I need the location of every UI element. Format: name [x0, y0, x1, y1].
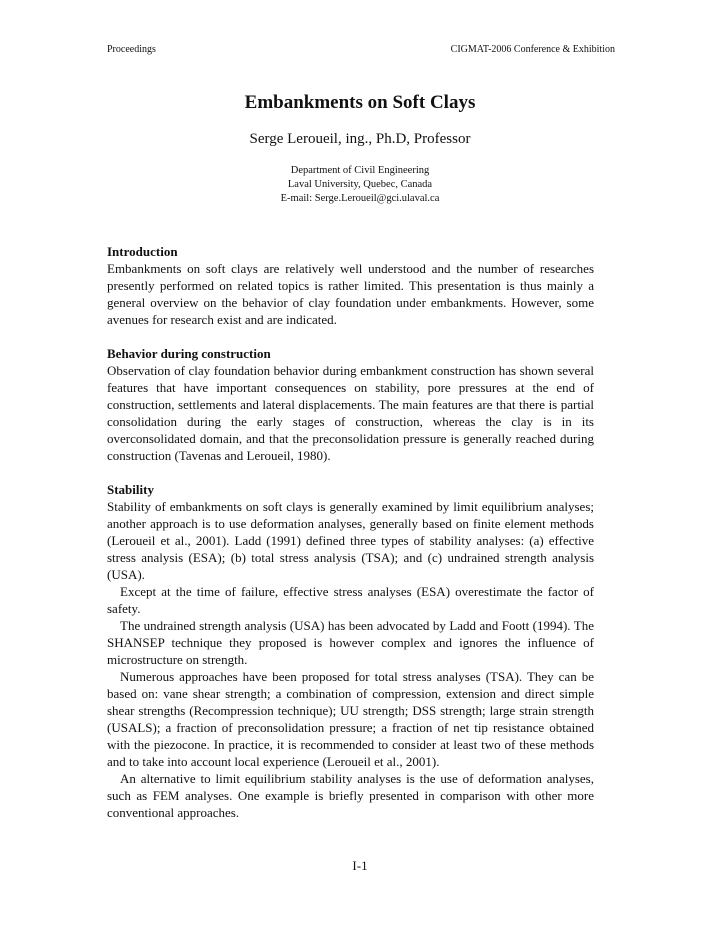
header-right: CIGMAT-2006 Conference & Exhibition — [450, 44, 615, 55]
page-number: I-1 — [352, 858, 368, 873]
paragraph: An alternative to limit equilibrium stability analyses is the use of deformation analyses, such as FEM analyses. One example is briefly presented in comparison with other more conventional approaches. — [107, 771, 594, 820]
body-text — [107, 243, 594, 821]
affiliation-university: Laval University, Quebec, Canada — [287, 179, 433, 190]
paper-title: Embankments on Soft Clays — [244, 92, 476, 113]
paragraph: The undrained strength analysis (USA) has been advocated by Ladd and Foott (1994). The SHANSEP technique they proposed is however complex and ignores the influence of microstructure on strength. — [107, 618, 594, 667]
section-heading: Introduction — [107, 244, 178, 259]
paragraph: Stability of embankments on soft clays is generally examined by limit equilibrium analyses; another approach is to use deformation analyses, generally based on finite element methods (Leroueil et al., 2001). Ladd (1991) defined three types of stability analyses: (a) effective stress analysis (ESA); (b) total stress analysis (TSA); and (c) undrained strength analysis (USA). — [107, 499, 594, 582]
section-introduction — [107, 243, 594, 328]
author-line: Serge Leroueil, ing., Ph.D, Professor — [249, 131, 471, 147]
header-left: Proceedings — [107, 44, 156, 55]
section-stability — [107, 481, 594, 821]
affiliation-block — [0, 164, 720, 206]
paragraph: Numerous approaches have been proposed for total stress analyses (TSA). They can be based on: vane shear strength; a combination of compression, extension and direct simple shear strengths (Recompression technique); UU strength; DSS strength; large strain strength (USALS); a fraction of preconsolidation pressure; a fraction of net tip resistance obtained with the piezocone. In practice, it is recommended to consider at least two of these methods and to take into account local experience (Leroueil et al., 2001). — [107, 669, 594, 769]
affiliation-department: Department of Civil Engineering — [290, 165, 430, 176]
section-heading: Stability — [107, 482, 154, 497]
section-behavior — [107, 345, 594, 464]
paragraph: Except at the time of failure, effective stress analyses (ESA) overestimate the factor of safety. — [107, 584, 594, 616]
paragraph: Observation of clay foundation behavior during embankment construction has shown several features that have important consequences on stability, pore pressures at the end of construction, settlements and lateral displacements. The main features are that there is partial consolidation during the early stages of construction, whereas the clay is in its overconsolidated domain, and that the preconsolidation pressure is generally reached during construction (Tavenas and Leroueil, 1980). — [107, 363, 594, 463]
section-heading: Behavior during construction — [107, 346, 271, 361]
paragraph: Embankments on soft clays are relatively well understood and the number of researches presently performed on related topics is rather limited. This presentation is thus mainly a general overview on the behavior of clay foundation under embankments. However, some avenues for research exist and are indicated. — [107, 261, 594, 327]
affiliation-email: E-mail: Serge.Leroueil@gci.ulaval.ca — [280, 193, 440, 204]
